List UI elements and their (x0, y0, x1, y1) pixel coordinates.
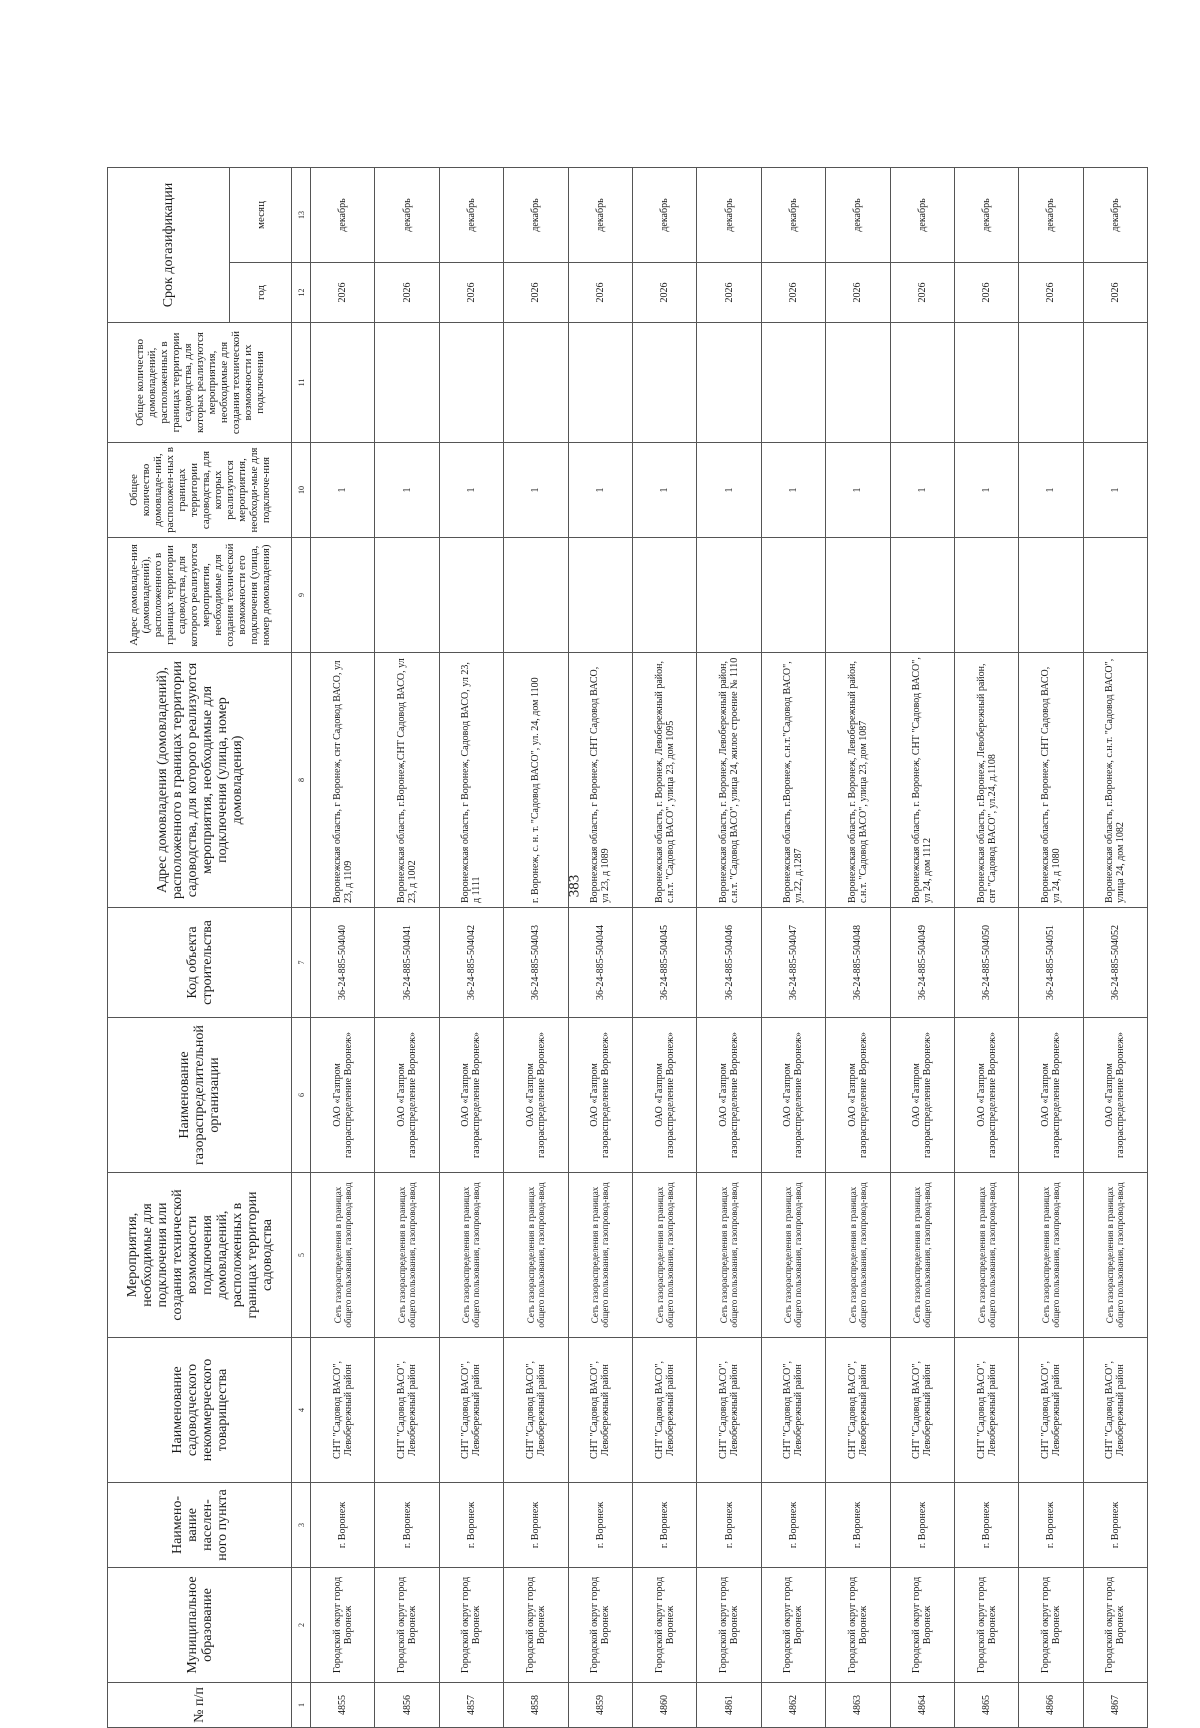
address-cell: Воронежская область, г Воронеж, Садовод ВАСО, ул 23, д 1111 (439, 653, 503, 908)
partnership-cell: СНТ "Садовод ВАСО", Левобережный район (311, 1338, 375, 1483)
address-cell: Воронежская область, г. Воронеж, СНТ "Садовод ВАСО", ул 24, дом 1112 (890, 653, 954, 908)
settlement-cell: г. Воронеж (311, 1483, 375, 1568)
header-year: год (230, 263, 292, 323)
object-code-cell: 36-24-885-504050 (954, 908, 1018, 1018)
address-capability-cell (697, 538, 761, 653)
municipality-cell: Городской округ город Воронеж (890, 1568, 954, 1683)
count-connection-cell: 1 (697, 443, 761, 538)
count-connection-cell: 1 (761, 443, 825, 538)
object-code-cell: 36-24-885-504047 (761, 908, 825, 1018)
object-code-cell: 36-24-885-504045 (632, 908, 696, 1018)
table-row (504, 168, 568, 1728)
address-capability-cell (1083, 538, 1147, 653)
gas-organization-cell: ОАО «Газпром газораспределение Воронеж» (761, 1018, 825, 1173)
address-cell: Воронежская область, г.Воронеж, с.н.т. "Садовод ВАСО", улица 24, дом 1082 (1083, 653, 1147, 908)
count-connection-cell: 1 (311, 443, 375, 538)
header-month: месяц (230, 168, 292, 263)
rotated-table-container (107, 168, 1142, 1728)
header-measures: Мероприятия, необходимые для подключения или создания технической возможности подключения домовладений, расположенных в границах территории садоводства (108, 1173, 292, 1338)
address-capability-cell (568, 538, 632, 653)
table-row (439, 168, 503, 1728)
partnership-cell: СНТ "Садовод ВАСО", Левобережный район (1083, 1338, 1147, 1483)
municipality-cell: Городской округ город Воронеж (632, 1568, 696, 1683)
row-number-cell: 4866 (1019, 1683, 1083, 1728)
column-number: 6 (292, 1018, 311, 1173)
row-number-cell: 4865 (954, 1683, 1018, 1728)
partnership-cell: СНТ "Садовод ВАСО", Левобережный район (826, 1338, 890, 1483)
address-capability-cell (311, 538, 375, 653)
month-cell: декабрь (1019, 168, 1083, 263)
column-number: 9 (292, 538, 311, 653)
table-header (108, 168, 311, 1728)
municipality-cell: Городской округ город Воронеж (954, 1568, 1018, 1683)
month-cell: декабрь (375, 168, 439, 263)
settlement-cell: г. Воронеж (954, 1483, 1018, 1568)
header-address-connection: Адрес домовладения (домовладений), расположенного в границах территории садоводства, для которого реализуются мероприятия, необходимые для подключения (улица, номер домовладения) (108, 653, 292, 908)
row-number-cell: 4858 (504, 1683, 568, 1728)
month-cell: декабрь (954, 168, 1018, 263)
settlement-cell: г. Воронеж (761, 1483, 825, 1568)
object-code-cell: 36-24-885-504041 (375, 908, 439, 1018)
row-number-cell: 4862 (761, 1683, 825, 1728)
measures-cell: Сеть газораспределения в границах общего пользования, газопровод-ввод (954, 1173, 1018, 1338)
address-cell: г. Воронеж, с. н. т. "Садовод ВАСО", ул. 24, дом 1100 (504, 653, 568, 908)
table-row (954, 168, 1018, 1728)
header-count-capability: Общее количество домовладений, расположенных в границах территории садоводства, для которых реализуются мероприятия, необходимые для создания технической возможности их подключения (108, 323, 292, 443)
column-number-row (292, 168, 311, 1728)
address-cell: Воронежская область, г. Воронеж, Левобережный район, с.н.т. "Садовод ВАСО", улица 23, дом 1095 (632, 653, 696, 908)
settlement-cell: г. Воронеж (826, 1483, 890, 1568)
gas-organization-cell: ОАО «Газпром газораспределение Воронеж» (504, 1018, 568, 1173)
address-capability-cell (375, 538, 439, 653)
month-cell: декабрь (697, 168, 761, 263)
year-cell: 2026 (568, 263, 632, 323)
year-cell: 2026 (1083, 263, 1147, 323)
address-capability-cell (761, 538, 825, 653)
header-partnership: Наименование садоводческого некоммерческого товарищества (108, 1338, 292, 1483)
settlement-cell: г. Воронеж (504, 1483, 568, 1568)
gas-organization-cell: ОАО «Газпром газораспределение Воронеж» (954, 1018, 1018, 1173)
table-row (826, 168, 890, 1728)
table-row (1019, 168, 1083, 1728)
count-capability-cell (568, 323, 632, 443)
partnership-cell: СНТ "Садовод ВАСО", Левобережный район (954, 1338, 1018, 1483)
month-cell: декабрь (311, 168, 375, 263)
month-cell: декабрь (568, 168, 632, 263)
year-cell: 2026 (311, 263, 375, 323)
address-capability-cell (954, 538, 1018, 653)
partnership-cell: СНТ "Садовод ВАСО", Левобережный район (697, 1338, 761, 1483)
column-number: 3 (292, 1483, 311, 1568)
gas-organization-cell: ОАО «Газпром газораспределение Воронеж» (311, 1018, 375, 1173)
settlement-cell: г. Воронеж (632, 1483, 696, 1568)
object-code-cell: 36-24-885-504051 (1019, 908, 1083, 1018)
partnership-cell: СНТ "Садовод ВАСО", Левобережный район (632, 1338, 696, 1483)
measures-cell: Сеть газораспределения в границах общего пользования, газопровод-ввод (375, 1173, 439, 1338)
municipality-cell: Городской округ город Воронеж (761, 1568, 825, 1683)
settlement-cell: г. Воронеж (1083, 1483, 1147, 1568)
partnership-cell: СНТ "Садовод ВАСО", Левобережный район (1019, 1338, 1083, 1483)
municipality-cell: Городской округ город Воронеж (697, 1568, 761, 1683)
column-number: 7 (292, 908, 311, 1018)
count-capability-cell (311, 323, 375, 443)
address-cell: Воронежская область, г Воронеж, снт Садовод ВАСО, ул 23, д 1109 (311, 653, 375, 908)
column-number: 1 (292, 1683, 311, 1728)
column-number: 2 (292, 1568, 311, 1683)
count-connection-cell: 1 (954, 443, 1018, 538)
row-number-cell: 4863 (826, 1683, 890, 1728)
settlement-cell: г. Воронеж (439, 1483, 503, 1568)
count-connection-cell: 1 (890, 443, 954, 538)
page-number: 383 (566, 874, 583, 898)
address-capability-cell (439, 538, 503, 653)
row-number-cell: 4861 (697, 1683, 761, 1728)
gas-organization-cell: ОАО «Газпром газораспределение Воронеж» (826, 1018, 890, 1173)
row-number-cell: 4857 (439, 1683, 503, 1728)
municipality-cell: Городской округ город Воронеж (439, 1568, 503, 1683)
year-cell: 2026 (504, 263, 568, 323)
object-code-cell: 36-24-885-504048 (826, 908, 890, 1018)
gasification-table (107, 167, 1148, 1728)
header-deadline: Срок догазификации (108, 168, 230, 323)
gas-organization-cell: ОАО «Газпром газораспределение Воронеж» (697, 1018, 761, 1173)
measures-cell: Сеть газораспределения в границах общего пользования, газопровод-ввод (311, 1173, 375, 1338)
municipality-cell: Городской округ город Воронеж (504, 1568, 568, 1683)
header-municipality: Муниципальное образование (108, 1568, 292, 1683)
measures-cell: Сеть газораспределения в границах общего пользования, газопровод-ввод (504, 1173, 568, 1338)
column-number: 10 (292, 443, 311, 538)
count-connection-cell: 1 (568, 443, 632, 538)
row-number-cell: 4867 (1083, 1683, 1147, 1728)
header-count-connection: Общее количество домовладе-ний, расположен-ных в границах территории садоводства, для которых реализуются мероприятия, необходи-мые для подключе-ния (108, 443, 292, 538)
row-number-cell: 4860 (632, 1683, 696, 1728)
measures-cell: Сеть газораспределения в границах общего пользования, газопровод-ввод (1083, 1173, 1147, 1338)
municipality-cell: Городской округ город Воронеж (375, 1568, 439, 1683)
count-connection-cell: 1 (439, 443, 503, 538)
row-number-cell: 4855 (311, 1683, 375, 1728)
municipality-cell: Городской округ город Воронеж (568, 1568, 632, 1683)
column-number: 13 (292, 168, 311, 263)
settlement-cell: г. Воронеж (890, 1483, 954, 1568)
object-code-cell: 36-24-885-504049 (890, 908, 954, 1018)
partnership-cell: СНТ "Садовод ВАСО", Левобережный район (568, 1338, 632, 1483)
address-capability-cell (632, 538, 696, 653)
gas-organization-cell: ОАО «Газпром газораспределение Воронеж» (1083, 1018, 1147, 1173)
measures-cell: Сеть газораспределения в границах общего пользования, газопровод-ввод (568, 1173, 632, 1338)
object-code-cell: 36-24-885-504040 (311, 908, 375, 1018)
measures-cell: Сеть газораспределения в границах общего пользования, газопровод-ввод (697, 1173, 761, 1338)
header-address-capability: Адрес домовладе-ния (домовладений), расположенного в границах территории садоводства, для которого реализуются мероприятия, необходимые для создания технической возможности его подключения (улица, номер домовладения) (108, 538, 292, 653)
count-connection-cell: 1 (632, 443, 696, 538)
partnership-cell: СНТ "Садовод ВАСО", Левобережный район (504, 1338, 568, 1483)
header-object-code: Код объекта строительства (108, 908, 292, 1018)
address-capability-cell (504, 538, 568, 653)
measures-cell: Сеть газораспределения в границах общего пользования, газопровод-ввод (890, 1173, 954, 1338)
count-capability-cell (375, 323, 439, 443)
measures-cell: Сеть газораспределения в границах общего пользования, газопровод-ввод (826, 1173, 890, 1338)
gas-organization-cell: ОАО «Газпром газораспределение Воронеж» (1019, 1018, 1083, 1173)
count-connection-cell: 1 (826, 443, 890, 538)
measures-cell: Сеть газораспределения в границах общего пользования, газопровод-ввод (632, 1173, 696, 1338)
year-cell: 2026 (1019, 263, 1083, 323)
address-capability-cell (826, 538, 890, 653)
table-row (697, 168, 761, 1728)
count-capability-cell (439, 323, 503, 443)
table-row (375, 168, 439, 1728)
municipality-cell: Городской округ город Воронеж (311, 1568, 375, 1683)
count-capability-cell (697, 323, 761, 443)
partnership-cell: СНТ "Садовод ВАСО", Левобережный район (761, 1338, 825, 1483)
table-row (311, 168, 375, 1728)
measures-cell: Сеть газораспределения в границах общего пользования, газопровод-ввод (1019, 1173, 1083, 1338)
year-cell: 2026 (439, 263, 503, 323)
address-cell: Воронежская область, г. Воронеж, Левобережный район, с.н.т. "Садовод ВАСО", улица 24, жилое строение № 1110 (697, 653, 761, 908)
partnership-cell: СНТ "Садовод ВАСО", Левобережный район (375, 1338, 439, 1483)
year-cell: 2026 (375, 263, 439, 323)
object-code-cell: 36-24-885-504046 (697, 908, 761, 1018)
count-connection-cell: 1 (504, 443, 568, 538)
count-capability-cell (761, 323, 825, 443)
month-cell: декабрь (504, 168, 568, 263)
address-cell: Воронежская область, г Воронеж, СНТ Садовод ВАСО, ул 23, д 1089 (568, 653, 632, 908)
settlement-cell: г. Воронеж (697, 1483, 761, 1568)
count-capability-cell (1019, 323, 1083, 443)
count-connection-cell: 1 (375, 443, 439, 538)
count-capability-cell (1083, 323, 1147, 443)
year-cell: 2026 (632, 263, 696, 323)
count-connection-cell: 1 (1019, 443, 1083, 538)
gas-organization-cell: ОАО «Газпром газораспределение Воронеж» (439, 1018, 503, 1173)
month-cell: декабрь (1083, 168, 1147, 263)
settlement-cell: г. Воронеж (375, 1483, 439, 1568)
header-gas-organization: Наименование газораспределительной организации (108, 1018, 292, 1173)
count-capability-cell (632, 323, 696, 443)
municipality-cell: Городской округ город Воронеж (1083, 1568, 1147, 1683)
header-settlement: Наимено-вание населен-ного пункта (108, 1483, 292, 1568)
partnership-cell: СНТ "Садовод ВАСО", Левобережный район (439, 1338, 503, 1483)
address-cell: Воронежская область, г.Воронеж,СНТ Садовод ВАСО, ул 23, д 1002 (375, 653, 439, 908)
address-cell: Воронежская область, г Воронеж, СНТ Садовод ВАСО, ул 24, д 1080 (1019, 653, 1083, 908)
column-number: 4 (292, 1338, 311, 1483)
table-row (890, 168, 954, 1728)
object-code-cell: 36-24-885-504043 (504, 908, 568, 1018)
gas-organization-cell: ОАО «Газпром газораспределение Воронеж» (375, 1018, 439, 1173)
address-cell: Воронежская область, г.Воронеж, Левобережный район, снт "Садовод ВАСО", ул.24, д.1108 (954, 653, 1018, 908)
address-capability-cell (890, 538, 954, 653)
address-cell: Воронежская область, г.Воронеж, с.н.т."Садовод ВАСО", ул.22, д.1287 (761, 653, 825, 908)
table-row (568, 168, 632, 1728)
count-capability-cell (504, 323, 568, 443)
measures-cell: Сеть газораспределения в границах общего пользования, газопровод-ввод (761, 1173, 825, 1338)
gas-organization-cell: ОАО «Газпром газораспределение Воронеж» (632, 1018, 696, 1173)
object-code-cell: 36-24-885-504052 (1083, 908, 1147, 1018)
count-capability-cell (890, 323, 954, 443)
partnership-cell: СНТ "Садовод ВАСО", Левобережный район (890, 1338, 954, 1483)
municipality-cell: Городской округ город Воронеж (1019, 1568, 1083, 1683)
month-cell: декабрь (890, 168, 954, 263)
address-cell: Воронежская область, г. Воронеж, Левобережный район, с.н.т. "Садовод ВАСО", улица 23, дом 1087 (826, 653, 890, 908)
count-capability-cell (954, 323, 1018, 443)
table-row (1083, 168, 1147, 1728)
object-code-cell: 36-24-885-504044 (568, 908, 632, 1018)
month-cell: декабрь (826, 168, 890, 263)
address-capability-cell (1019, 538, 1083, 653)
table-row (632, 168, 696, 1728)
gas-organization-cell: ОАО «Газпром газораспределение Воронеж» (568, 1018, 632, 1173)
settlement-cell: г. Воронеж (1019, 1483, 1083, 1568)
year-cell: 2026 (761, 263, 825, 323)
column-number: 11 (292, 323, 311, 443)
row-number-cell: 4864 (890, 1683, 954, 1728)
count-connection-cell: 1 (1083, 443, 1147, 538)
column-number: 12 (292, 263, 311, 323)
column-number: 8 (292, 653, 311, 908)
settlement-cell: г. Воронеж (568, 1483, 632, 1568)
year-cell: 2026 (697, 263, 761, 323)
municipality-cell: Городской округ город Воронеж (826, 1568, 890, 1683)
measures-cell: Сеть газораспределения в границах общего пользования, газопровод-ввод (439, 1173, 503, 1338)
year-cell: 2026 (954, 263, 1018, 323)
header-number: № п/п (108, 1683, 292, 1728)
object-code-cell: 36-24-885-504042 (439, 908, 503, 1018)
column-number: 5 (292, 1173, 311, 1338)
year-cell: 2026 (890, 263, 954, 323)
table-body (311, 168, 1148, 1728)
year-cell: 2026 (826, 263, 890, 323)
row-number-cell: 4856 (375, 1683, 439, 1728)
table-row (761, 168, 825, 1728)
gas-organization-cell: ОАО «Газпром газораспределение Воронеж» (890, 1018, 954, 1173)
month-cell: декабрь (632, 168, 696, 263)
month-cell: декабрь (761, 168, 825, 263)
count-capability-cell (826, 323, 890, 443)
month-cell: декабрь (439, 168, 503, 263)
row-number-cell: 4859 (568, 1683, 632, 1728)
